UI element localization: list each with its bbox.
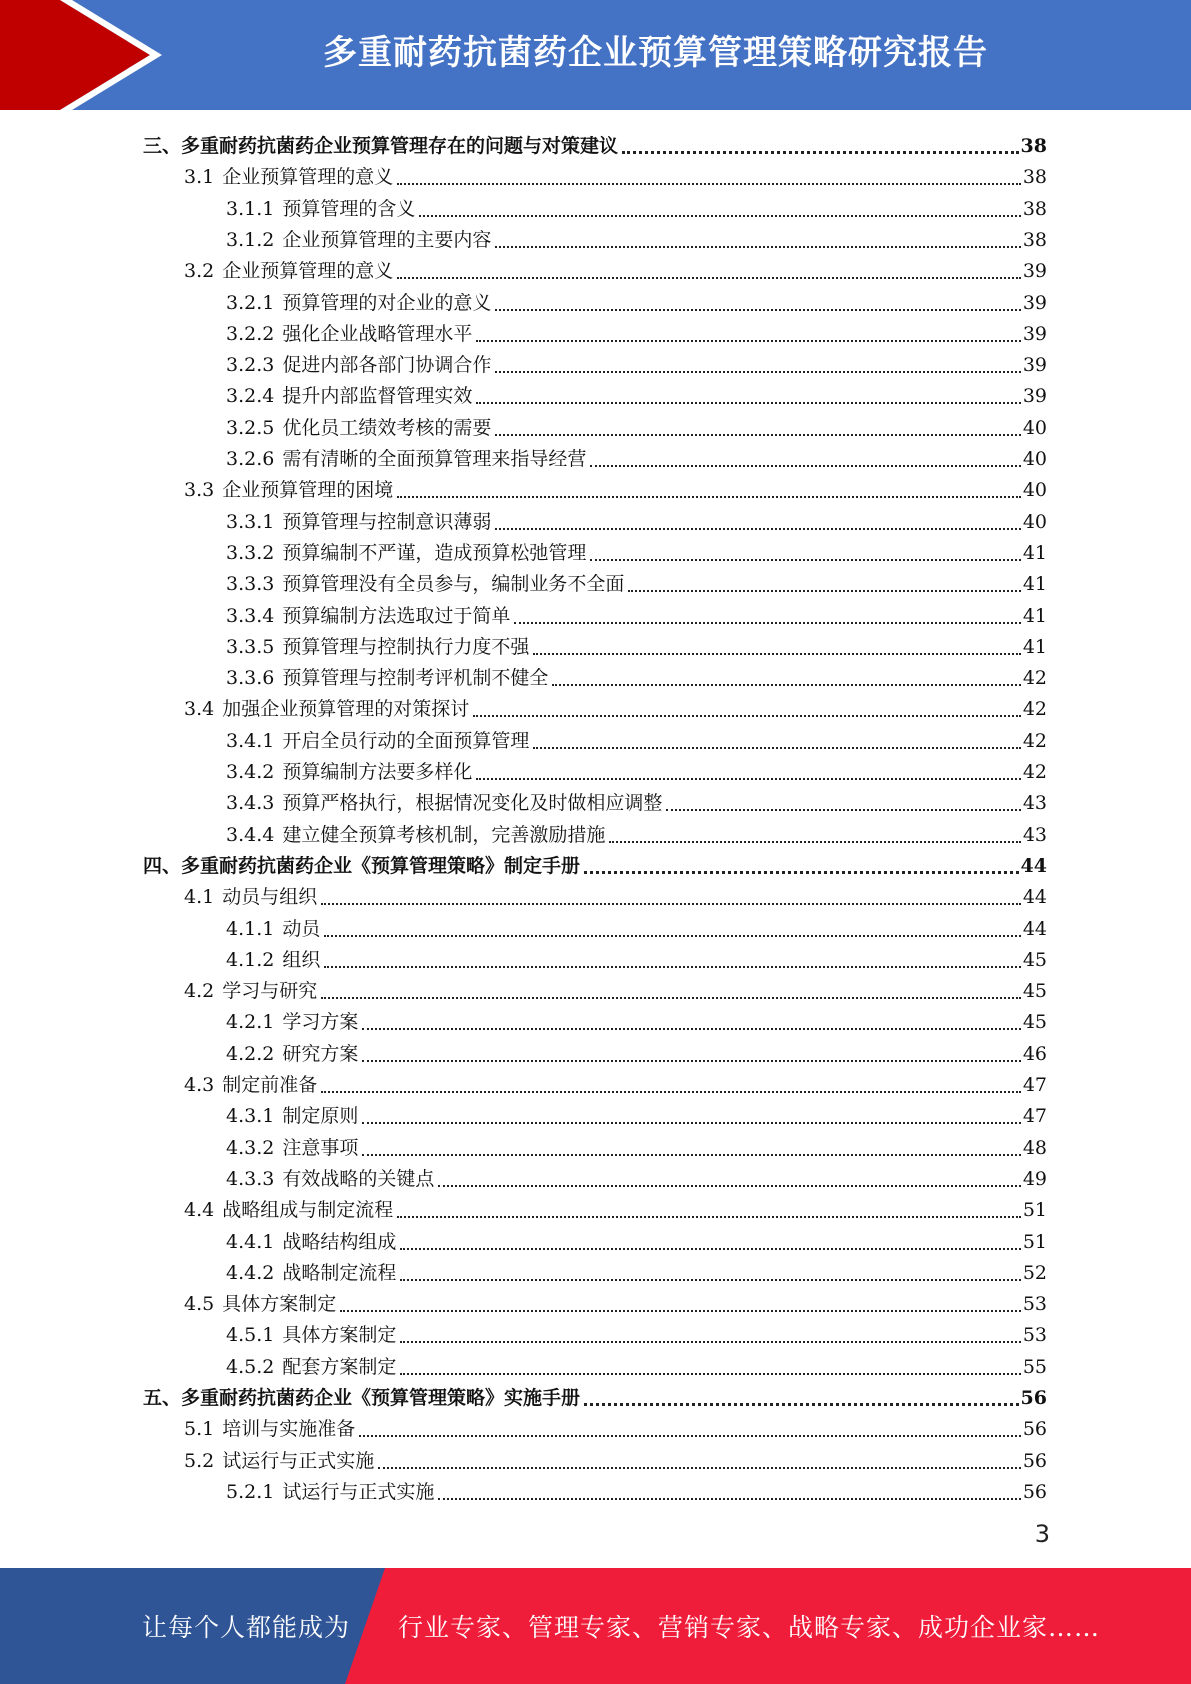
toc-entry[interactable] [184, 472, 1047, 503]
toc-entry-number: 5.1 [184, 1418, 215, 1441]
toc-entry[interactable] [226, 285, 1047, 316]
toc-entry[interactable] [226, 1474, 1047, 1505]
toc-entry-title: 配套方案制定 [282, 1355, 397, 1378]
toc-entry-title: 预算编制不严谨，造成预算松弛管理 [282, 541, 587, 564]
toc-entry-number: 4.1 [184, 886, 215, 909]
toc-entry[interactable] [226, 191, 1047, 222]
toc-entry-title: 预算管理与控制意识薄弱 [282, 510, 492, 533]
toc-dot-leader [533, 643, 1020, 655]
toc-entry-page: 44 [1020, 854, 1047, 877]
toc-dot-leader [476, 392, 1020, 404]
toc-entry-page: 38 [1022, 228, 1047, 251]
page-number: 3 [1034, 1520, 1050, 1548]
toc-entry-number: 5.2 [184, 1449, 215, 1472]
toc-dot-leader [400, 1363, 1020, 1375]
toc-entry[interactable] [184, 1443, 1047, 1474]
toc-entry[interactable] [226, 1098, 1047, 1129]
toc-entry-title: 组织 [282, 948, 321, 971]
toc-entry-title: 学习与研究 [222, 980, 318, 1003]
toc-entry-page: 41 [1022, 635, 1047, 658]
toc-entry-number: 3.2 [184, 260, 215, 283]
toc-entry[interactable] [184, 1286, 1047, 1317]
toc-dot-leader [362, 1050, 1020, 1062]
page-header [0, 0, 1191, 110]
toc-dot-leader [321, 893, 1021, 905]
toc-entry-page: 51 [1022, 1230, 1047, 1253]
toc-entry-title: 试运行与正式实施 [222, 1449, 375, 1472]
toc-entry-number: 4.3.3 [226, 1167, 275, 1190]
toc-entry-title: 动员与组织 [222, 886, 318, 909]
toc-dot-leader [514, 612, 1020, 624]
toc-entry-number: 3.3.3 [226, 573, 275, 596]
toc-entry-title: 具体方案制定 [222, 1293, 337, 1316]
toc-entry-page: 45 [1022, 948, 1047, 971]
toc-entry-page: 47 [1022, 1074, 1047, 1096]
toc-entry[interactable] [226, 911, 1047, 942]
toc-entry-page: 45 [1022, 1011, 1047, 1034]
toc-entry[interactable] [226, 942, 1047, 973]
toc-entry-title: 建立健全预算考核机制，完善激励措施 [282, 823, 606, 846]
toc-entry-number: 3.3.5 [226, 635, 275, 658]
toc-entry-number: 3.4 [184, 698, 215, 721]
toc-entry[interactable] [143, 1380, 1047, 1411]
toc-entry[interactable] [226, 1004, 1047, 1035]
toc-entry-page: 44 [1022, 886, 1047, 909]
toc-entry[interactable] [226, 1130, 1047, 1161]
toc-entry-number: 4.2.2 [226, 1042, 275, 1065]
toc-dot-leader [397, 173, 1021, 185]
toc-entry-number: 3.2.1 [226, 291, 275, 314]
toc-entry-page: 56 [1020, 1387, 1047, 1409]
toc-entry[interactable] [226, 598, 1047, 629]
toc-entry-page: 43 [1022, 823, 1047, 846]
toc-dot-leader [495, 299, 1020, 311]
toc-entry[interactable] [226, 504, 1047, 535]
toc-entry[interactable] [184, 691, 1047, 722]
toc-entry-number: 4.1.2 [226, 948, 275, 971]
toc-entry-number: 4.1.1 [226, 917, 275, 940]
footer-slogan-left: 让每个人都能成为 [142, 1613, 351, 1642]
toc-entry-page: 38 [1022, 197, 1047, 220]
toc-dot-leader [552, 674, 1020, 686]
toc-entry-number: 3.2.4 [226, 385, 275, 408]
toc-dot-leader [533, 737, 1020, 749]
toc-entry-page: 39 [1022, 354, 1047, 377]
toc-dot-leader [362, 1112, 1020, 1124]
toc-entry[interactable] [226, 785, 1047, 816]
toc-entry-number: 3.1.2 [226, 228, 275, 251]
toc-entry-number: 3.2.6 [226, 448, 275, 470]
toc-entry-title: 预算编制方法选取过于简单 [282, 604, 511, 627]
toc-dot-leader [324, 956, 1020, 968]
toc-entry-page: 42 [1022, 761, 1047, 783]
toc-entry-title: 培训与实施准备 [222, 1418, 356, 1441]
toc-entry[interactable] [184, 973, 1047, 1004]
toc-dot-leader [473, 705, 1021, 717]
toc-entry-title: 战略结构组成 [282, 1230, 397, 1253]
toc-entry[interactable] [226, 754, 1047, 785]
toc-entry-number: 3.3 [184, 479, 215, 502]
toc-entry-number: 4.5.1 [226, 1324, 275, 1347]
toc-entry-number: 3.2.2 [226, 322, 275, 345]
toc-entry-page: 41 [1022, 573, 1047, 596]
toc-entry-number: 3.3.2 [226, 541, 275, 564]
toc-dot-leader [666, 799, 1020, 811]
toc-entry[interactable] [226, 566, 1047, 597]
toc-entry-page: 40 [1022, 510, 1047, 533]
toc-dot-leader [609, 831, 1020, 843]
toc-entry-number: 4.4.1 [226, 1230, 275, 1253]
toc-entry-title: 企业预算管理的意义 [222, 166, 394, 189]
toc-entry[interactable] [226, 1349, 1047, 1380]
toc-entry-number: 4.2.1 [226, 1011, 275, 1034]
toc-entry-page: 45 [1022, 980, 1047, 1003]
toc-entry-number: 3.2.3 [226, 354, 275, 377]
toc-entry-page: 53 [1022, 1293, 1047, 1316]
toc-entry-page: 39 [1022, 291, 1047, 314]
toc-entry-page: 46 [1022, 1042, 1047, 1065]
toc-entry[interactable] [184, 1411, 1047, 1442]
toc-entry-number: 3.3.1 [226, 510, 275, 533]
toc-entry-page: 40 [1022, 448, 1047, 470]
toc-entry[interactable] [143, 128, 1047, 159]
toc-entry-number: 4.3.2 [226, 1136, 275, 1159]
toc-entry-number: 4.4 [184, 1199, 215, 1222]
toc-entry-title: 企业预算管理的意义 [222, 260, 394, 283]
toc-dot-leader [495, 424, 1020, 436]
toc-entry-number: 4.2 [184, 980, 215, 1003]
toc-entry-page: 38 [1020, 135, 1047, 157]
toc-entry-page: 39 [1022, 260, 1047, 283]
toc-entry[interactable] [226, 535, 1047, 566]
toc-entry-title: 预算管理的对企业的意义 [282, 291, 492, 314]
toc-entry-title: 有效战略的关键点 [282, 1167, 435, 1190]
toc-entry-number: 4.5.2 [226, 1355, 275, 1378]
toc-entry-title: 制定前准备 [222, 1074, 318, 1096]
toc-entry[interactable] [184, 879, 1047, 910]
toc-entry-number: 4.4.2 [226, 1261, 275, 1284]
toc-entry-page: 43 [1022, 792, 1047, 815]
toc-dot-leader [590, 549, 1020, 561]
toc-entry-page: 52 [1022, 1261, 1047, 1284]
toc-dot-leader [400, 1331, 1020, 1343]
toc-entry-page: 53 [1022, 1324, 1047, 1347]
toc-dot-leader [590, 455, 1020, 467]
toc-entry-page: 51 [1022, 1199, 1047, 1222]
toc-entry-page: 42 [1022, 698, 1047, 721]
toc-entry-page: 41 [1022, 604, 1047, 627]
toc-entry-page: 56 [1022, 1480, 1047, 1503]
toc-entry-number: 4.3 [184, 1074, 215, 1096]
toc-entry-title: 预算管理没有全员参与，编制业务不全面 [282, 573, 625, 596]
toc-entry-page: 55 [1022, 1355, 1047, 1378]
toc-entry[interactable] [226, 723, 1047, 754]
toc-dot-leader [438, 1175, 1020, 1187]
toc-entry-title: 五、多重耐药抗菌药企业《预算管理策略》实施手册 [143, 1387, 581, 1409]
toc-entry[interactable] [226, 316, 1047, 347]
toc-entry[interactable] [226, 1224, 1047, 1255]
footer-slogan-right: 行业专家、管理专家、营销专家、战略专家、成功企业家…… [398, 1613, 1101, 1642]
toc-entry-number: 3.4.4 [226, 823, 275, 846]
toc-entry-title: 战略制定流程 [282, 1261, 397, 1284]
toc-dot-leader [400, 1238, 1020, 1250]
toc-dot-leader [321, 1081, 1021, 1093]
toc-entry[interactable] [226, 441, 1047, 472]
toc-entry[interactable] [226, 817, 1047, 848]
toc-entry[interactable] [226, 222, 1047, 253]
toc-entry-page: 47 [1022, 1105, 1047, 1128]
toc-entry[interactable] [226, 410, 1047, 441]
toc-dot-leader [359, 1425, 1021, 1437]
toc-dot-leader [419, 205, 1020, 217]
toc-entry-page: 48 [1022, 1136, 1047, 1159]
toc-entry-number: 3.2.5 [226, 416, 275, 439]
toc-entry-page: 40 [1022, 479, 1047, 502]
toc-dot-leader [584, 861, 1019, 874]
toc-dot-leader [397, 486, 1021, 498]
toc-entry-number: 3.1 [184, 166, 215, 189]
toc-entry-number: 3.4.2 [226, 761, 275, 783]
toc-entry-page: 40 [1022, 416, 1047, 439]
toc-dot-leader [495, 361, 1020, 373]
toc-entry[interactable] [226, 1036, 1047, 1067]
toc-dot-leader [378, 1457, 1021, 1469]
toc-entry-title: 预算严格执行，根据情况变化及时做相应调整 [282, 792, 663, 815]
toc-entry-title: 预算管理与控制执行力度不强 [282, 635, 530, 658]
toc-entry[interactable] [184, 159, 1047, 190]
toc-entry-title: 学习方案 [282, 1011, 359, 1034]
toc-entry-page: 56 [1022, 1449, 1047, 1472]
toc-entry[interactable] [226, 1161, 1047, 1192]
toc-entry-page: 39 [1022, 322, 1047, 345]
toc-entry-page: 38 [1022, 166, 1047, 189]
toc-entry[interactable] [226, 1317, 1047, 1348]
toc-dot-leader [400, 1269, 1020, 1281]
toc-entry-title: 四、多重耐药抗菌药企业《预算管理策略》制定手册 [143, 854, 581, 877]
toc-entry-title: 需有清晰的全面预算管理来指导经营 [282, 448, 587, 470]
toc-entry-page: 44 [1022, 917, 1047, 940]
toc-entry[interactable] [226, 347, 1047, 378]
toc-entry-title: 开启全员行动的全面预算管理 [282, 729, 530, 752]
toc-entry-number: 3.1.1 [226, 197, 275, 220]
toc-dot-leader [438, 1488, 1020, 1500]
toc-dot-leader [324, 925, 1020, 937]
toc-entry-title: 加强企业预算管理的对策探讨 [222, 698, 470, 721]
toc-entry-title: 预算管理的含义 [282, 197, 416, 220]
toc-entry-title: 企业预算管理的困境 [222, 479, 394, 502]
toc-entry-title: 注意事项 [282, 1136, 359, 1159]
toc-entry-title: 强化企业战略管理水平 [282, 322, 473, 345]
toc-dot-leader [622, 141, 1019, 154]
toc-entry-title: 战略组成与制定流程 [222, 1199, 394, 1222]
toc-dot-leader [495, 518, 1020, 530]
toc-entry-page: 42 [1022, 667, 1047, 690]
toc-entry-page: 42 [1022, 729, 1047, 752]
toc-entry-title: 研究方案 [282, 1042, 359, 1065]
toc-entry-number: 3.3.6 [226, 667, 275, 690]
document-title: 多重耐药抗菌药企业预算管理策略研究报告 [323, 33, 988, 73]
toc-entry[interactable] [184, 1067, 1047, 1098]
toc-entry-title: 企业预算管理的主要内容 [282, 228, 492, 251]
toc-entry[interactable] [143, 848, 1047, 879]
toc-entry-number: 4.3.1 [226, 1105, 275, 1128]
toc-entry-page: 39 [1022, 385, 1047, 408]
toc-dot-leader [397, 267, 1021, 279]
toc-entry-title: 促进内部各部门协调合作 [282, 354, 492, 377]
toc-entry[interactable] [184, 253, 1047, 284]
toc-dot-leader [476, 768, 1020, 780]
toc-entry-title: 动员 [282, 917, 321, 940]
toc-entry-number: 3.4.3 [226, 792, 275, 815]
toc-dot-leader [584, 1393, 1019, 1406]
toc-entry-page: 49 [1022, 1167, 1047, 1190]
toc-dot-leader [362, 1144, 1020, 1156]
toc-entry-title: 制定原则 [282, 1105, 359, 1128]
toc-entry-number: 5.2.1 [226, 1480, 275, 1503]
toc-dot-leader [397, 1206, 1021, 1218]
toc-dot-leader [495, 236, 1020, 248]
toc-dot-leader [362, 1018, 1020, 1030]
toc-entry[interactable] [226, 629, 1047, 660]
toc-entry-title: 预算管理与控制考评机制不健全 [282, 667, 549, 690]
toc-entry[interactable] [226, 1255, 1047, 1286]
toc-entry-page: 41 [1022, 541, 1047, 564]
toc-entry-title: 具体方案制定 [282, 1324, 397, 1347]
toc-entry-title: 三、多重耐药抗菌药企业预算管理存在的问题与对策建议 [143, 135, 619, 157]
toc-entry[interactable] [226, 660, 1047, 691]
toc-entry-title: 优化员工绩效考核的需要 [282, 416, 492, 439]
toc-entry-title: 预算编制方法要多样化 [282, 761, 473, 783]
page-footer [0, 1568, 1191, 1684]
toc-dot-leader [628, 580, 1020, 592]
toc-entry[interactable] [184, 1192, 1047, 1223]
toc-entry[interactable] [226, 378, 1047, 409]
toc-entry-page: 56 [1022, 1418, 1047, 1441]
toc-entry-number: 3.3.4 [226, 604, 275, 627]
toc-dot-leader [340, 1300, 1021, 1312]
toc-dot-leader [476, 330, 1020, 342]
toc-entry-number: 3.4.1 [226, 729, 275, 752]
toc-entry-title: 试运行与正式实施 [282, 1480, 435, 1503]
toc-entry-title: 提升内部监督管理实效 [282, 385, 473, 408]
toc-dot-leader [321, 987, 1021, 999]
toc-entry-number: 4.5 [184, 1293, 215, 1316]
